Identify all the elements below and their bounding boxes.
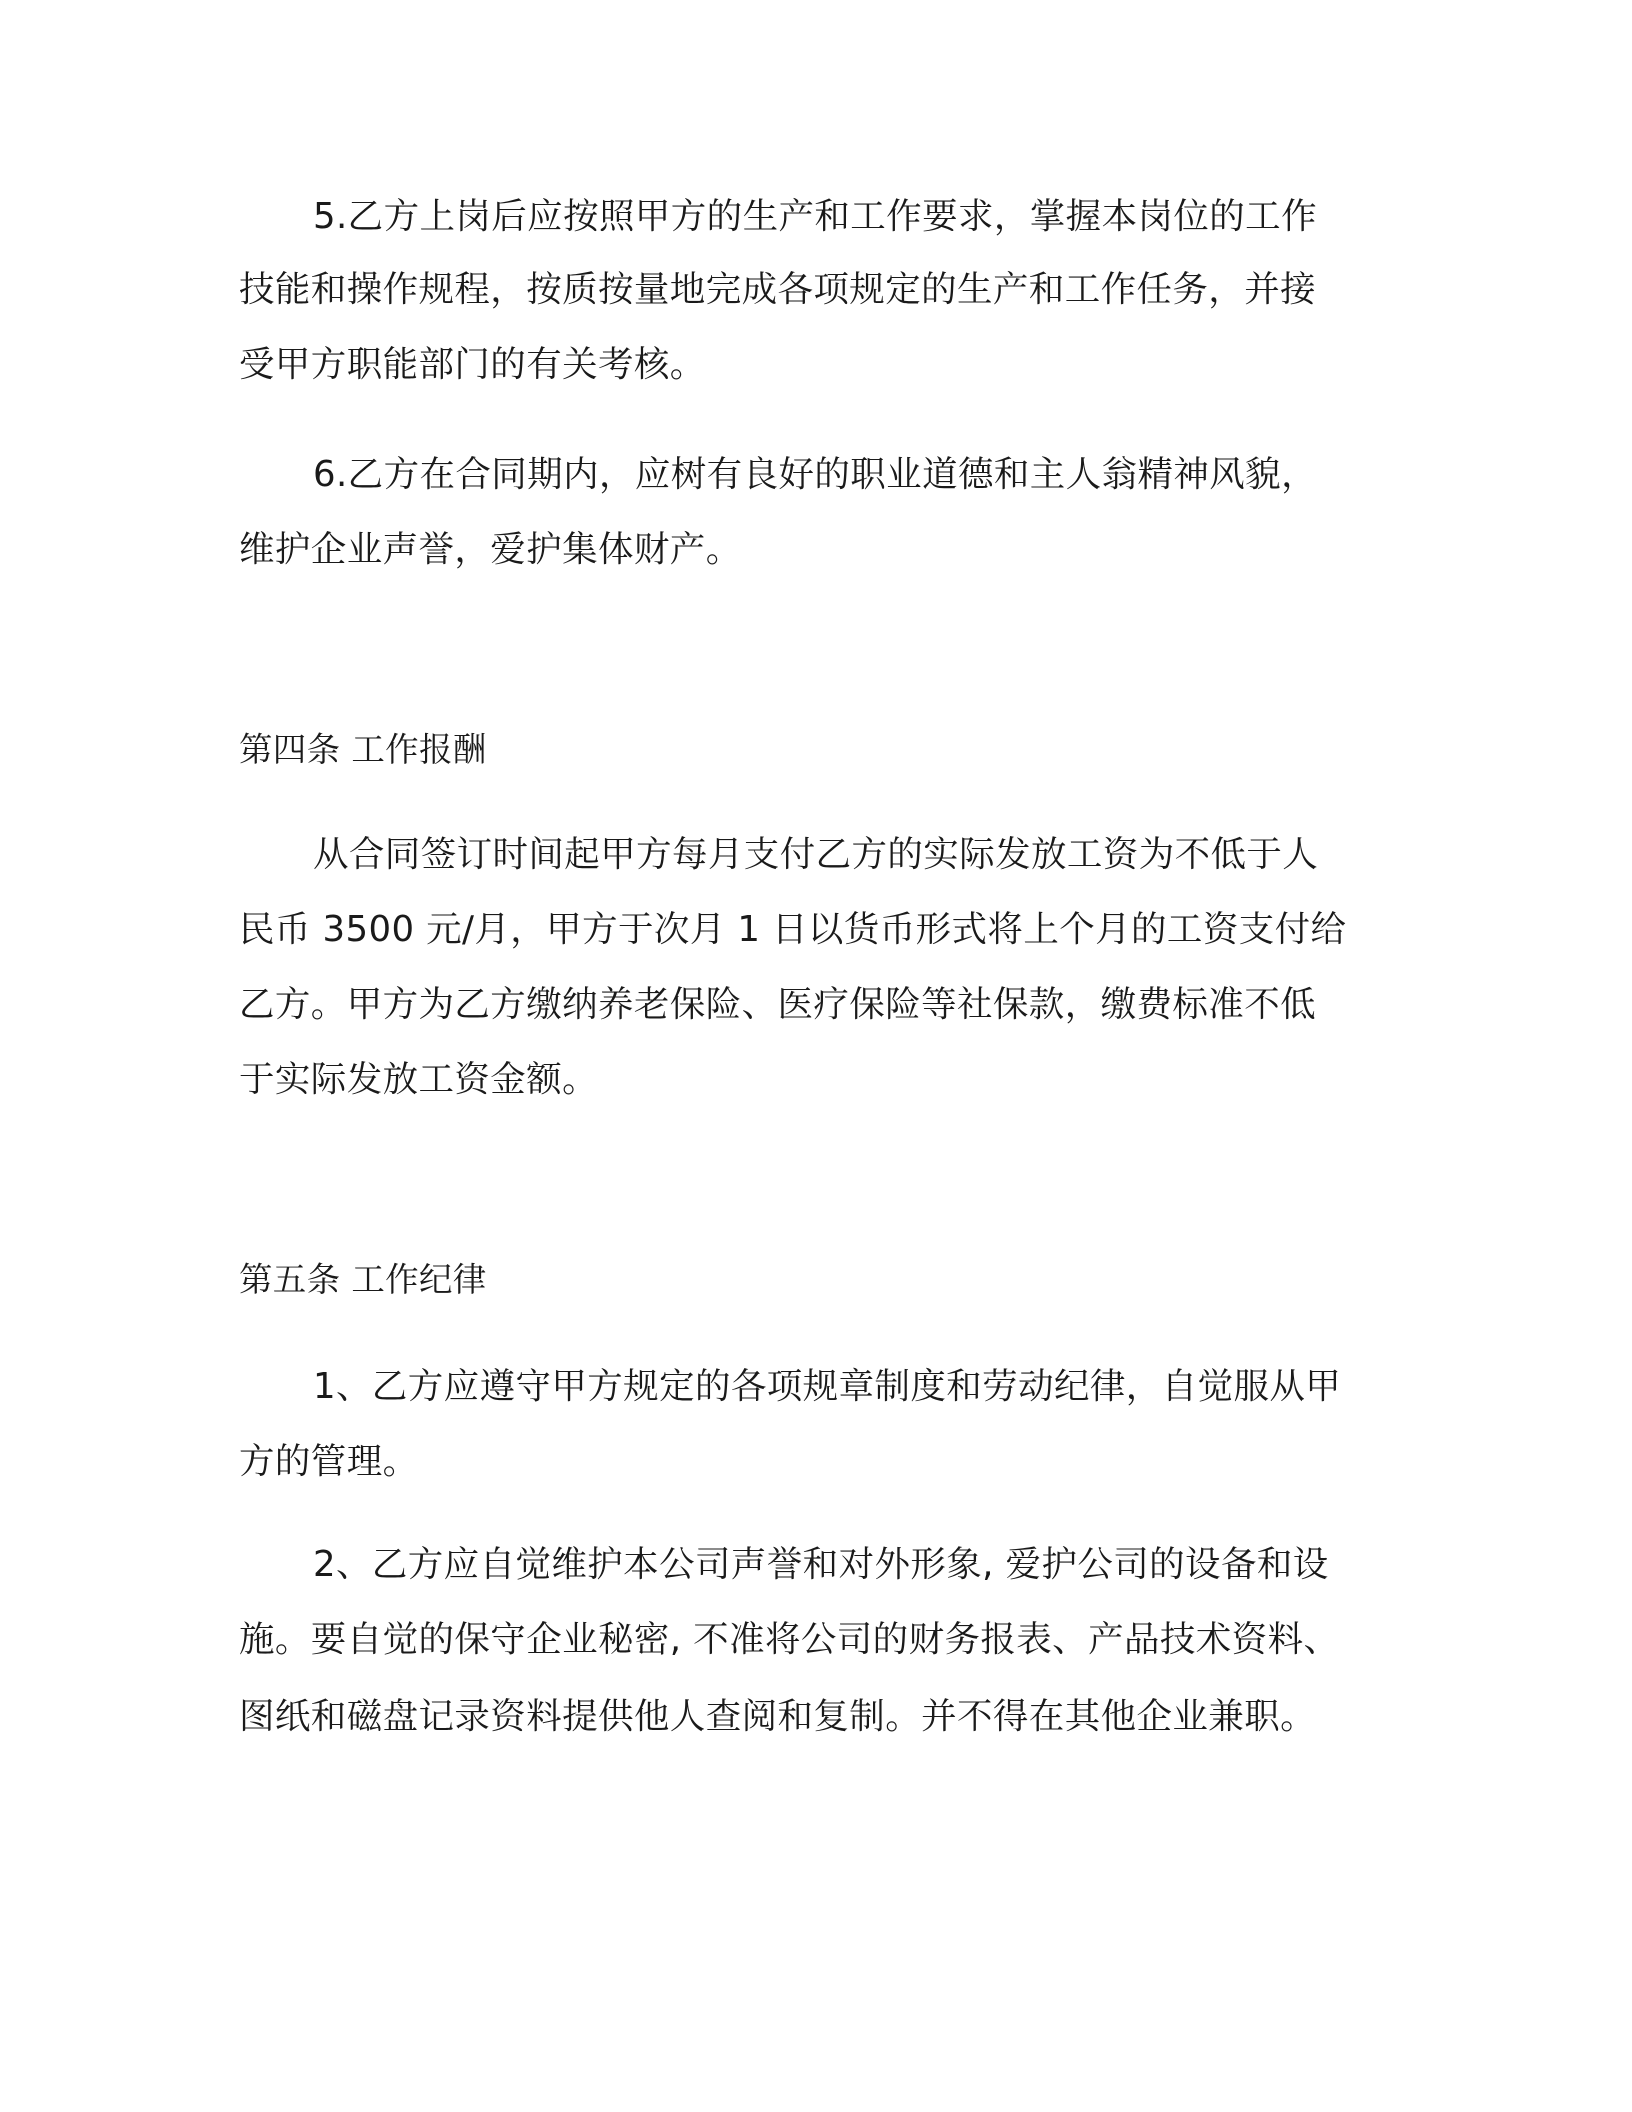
clause4-heading: 第四条 工作报酬 (239, 730, 487, 769)
paragraph-line: 1、乙方应遵守甲方规定的各项规章制度和劳动纪律，自觉服从甲 (313, 1366, 1342, 1407)
paragraph-line: 图纸和磁盘记录资料提供他人查阅和复制。并不得在其他企业兼职。 (239, 1696, 1317, 1737)
paragraph-line: 5.乙方上岗后应按照甲方的生产和工作要求，掌握本岗位的工作 (313, 196, 1317, 237)
paragraph-line: 维护企业声誉，爱护集体财产。 (239, 529, 742, 570)
paragraph-line: 技能和操作规程，按质按量地完成各项规定的生产和工作任务，并接 (239, 269, 1317, 310)
paragraph-line: 于实际发放工资金额。 (239, 1059, 599, 1100)
paragraph-line: 施。要自觉的保守企业秘密, 不准将公司的财务报表、产品技术资料、 (239, 1619, 1340, 1660)
paragraph-line: 民币 3500 元/月，甲方于次月 1 日以货币形式将上个月的工资支付给 (239, 909, 1347, 950)
clause5-heading: 第五条 工作纪律 (239, 1260, 487, 1299)
paragraph-line: 乙方。甲方为乙方缴纳养老保险、医疗保险等社保款，缴费标准不低 (239, 984, 1317, 1025)
paragraph-line: 从合同签订时间起甲方每月支付乙方的实际发放工资为不低于人 (313, 834, 1319, 875)
paragraph-line: 受甲方职能部门的有关考核。 (239, 344, 706, 385)
paragraph-line: 6.乙方在合同期内，应树有良好的职业道德和主人翁精神风貌， (313, 454, 1317, 495)
paragraph-line: 2、乙方应自觉维护本公司声誉和对外形象, 爱护公司的设备和设 (313, 1544, 1329, 1585)
paragraph-line: 方的管理。 (239, 1441, 419, 1482)
